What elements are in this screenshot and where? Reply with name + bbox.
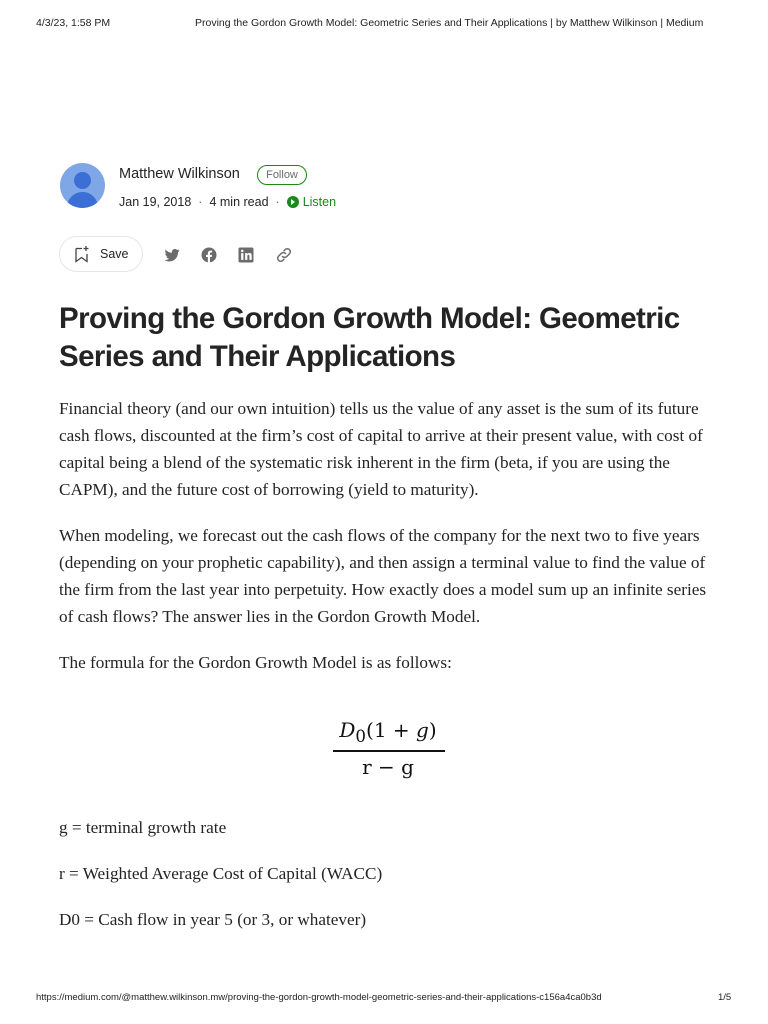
formula-numerator xyxy=(330,718,446,746)
formula-subscript: 0 xyxy=(355,727,367,746)
read-time: 4 min read xyxy=(209,195,269,209)
print-url: https://medium.com/@matthew.wilkinson.mw/proving-the-gordon-growth-model-geometric-series-and-their-applications-c156a4ca0b3d xyxy=(36,992,602,1003)
meta-separator: · xyxy=(275,195,280,209)
avatar-head xyxy=(74,172,91,189)
formula-denominator: r − g xyxy=(362,755,414,779)
formula-close: ) xyxy=(428,718,437,742)
article-paragraph-1: Financial theory (and our own intuition) tells us the value of any asset is the sum of its future cash flows, discounted at the firm’s cost of capital to arrive at their present value, with cost of capital being a blend of the systematic risk inherent in the firm (beta, if you are using the CAPM), and the future cost of borrowing (yield to maturity). xyxy=(59,399,703,499)
print-datetime: 4/3/23, 1:58 PM xyxy=(36,17,111,29)
definition-d0: D0 = Cash flow in year 5 (or 3, or whatever) xyxy=(59,910,367,929)
publish-date: Jan 19, 2018 xyxy=(119,195,192,209)
gordon-growth-formula xyxy=(330,718,450,778)
link-icon[interactable] xyxy=(275,246,293,264)
article-paragraph-3: The formula for the Gordon Growth Model is as follows: xyxy=(59,653,452,672)
formula-paren: (1 + xyxy=(366,718,417,742)
listen-button[interactable] xyxy=(287,195,336,209)
save-label: Save xyxy=(100,247,129,261)
author-avatar[interactable] xyxy=(60,163,105,208)
formula-d: D xyxy=(339,718,356,742)
twitter-icon[interactable] xyxy=(163,246,181,264)
definition-g: g = terminal growth rate xyxy=(59,818,227,837)
print-page-number: 1/5 xyxy=(718,992,732,1003)
bookmark-add-icon xyxy=(74,245,90,263)
print-footer xyxy=(0,992,768,1006)
definition-r: r = Weighted Average Cost of Capital (WACC) xyxy=(59,864,383,883)
article-paragraph-2: When modeling, we forecast out the cash flows of the company for the next two to five years (depending on your prophetic capability), and then assign a terminal value to find the value of the firm from the last year into perpetuity. How exactly does a model sum up an infinite series of cash flows? The answer lies in the Gordon Growth Model. xyxy=(59,526,707,626)
fraction-bar xyxy=(333,750,445,752)
save-button[interactable] xyxy=(59,236,143,272)
listen-label: Listen xyxy=(302,195,337,209)
print-header xyxy=(0,17,768,31)
author-name[interactable]: Matthew Wilkinson xyxy=(119,166,240,182)
meta-separator: · xyxy=(198,195,203,209)
article-meta xyxy=(119,195,336,209)
print-page-title: Proving the Gordon Growth Model: Geometric Series and Their Applications | by Matthew Wilkinson | Medium xyxy=(195,17,704,29)
article-title: Proving the Gordon Growth Model: Geometric Series and Their Applications xyxy=(59,302,680,373)
avatar-shoulders xyxy=(67,192,98,208)
linkedin-icon[interactable] xyxy=(237,246,255,264)
facebook-icon[interactable] xyxy=(200,246,218,264)
follow-button[interactable]: Follow xyxy=(257,165,307,185)
play-icon xyxy=(287,196,299,208)
formula-g: g xyxy=(416,718,429,742)
